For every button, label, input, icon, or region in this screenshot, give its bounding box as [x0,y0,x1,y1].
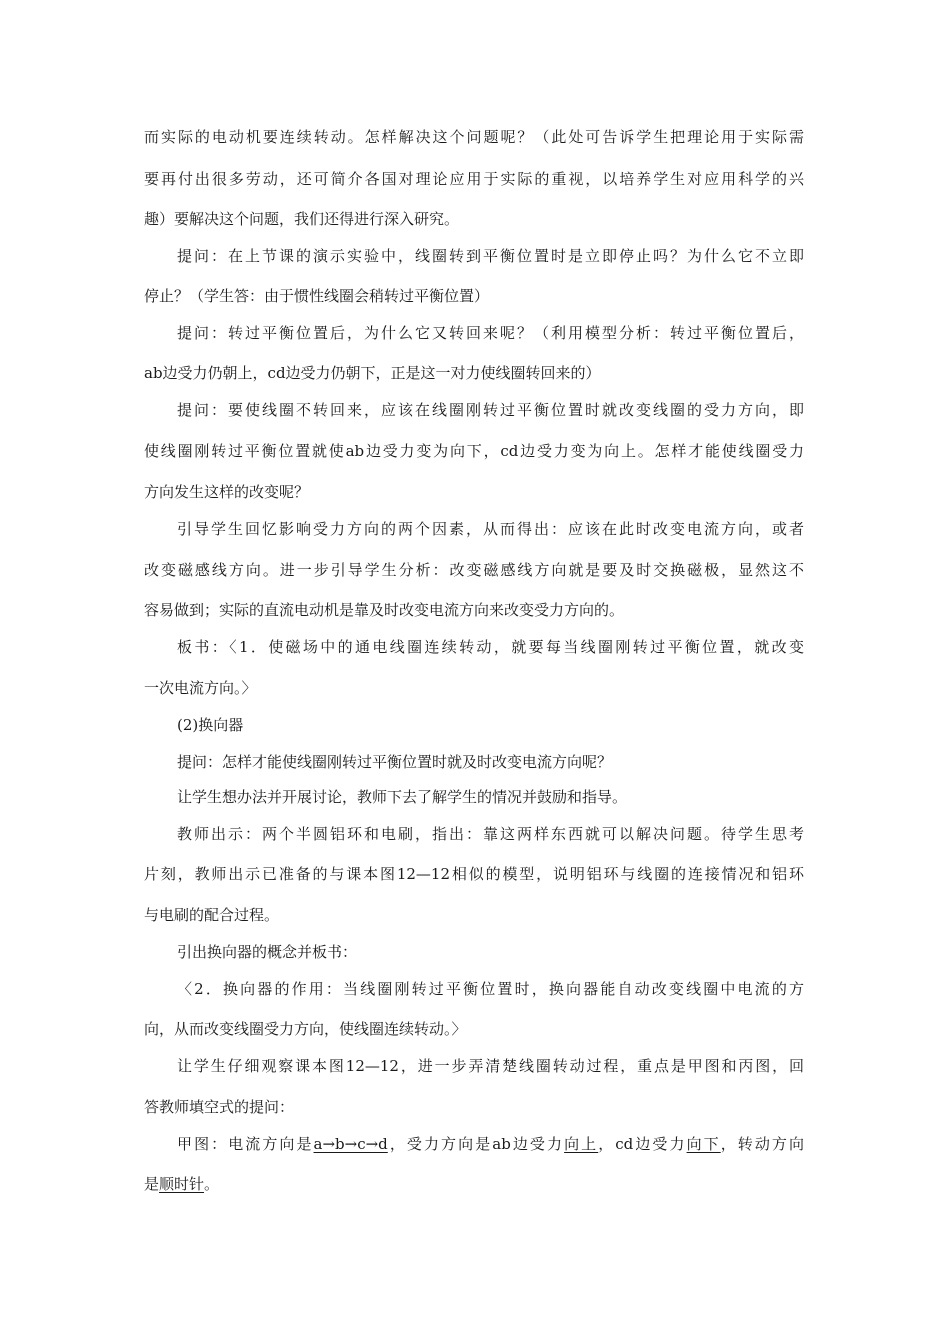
fill-answer: 向上 [564,1135,599,1153]
paragraph-line: 答教师填空式的提问： [144,1098,295,1116]
paragraph-line: 趣）要解决这个问题，我们还得进行深入研究。 [144,210,460,228]
paragraph-line: 引导学生回忆影响受力方向的两个因素，从而得出：应该在此时改变电流方向，或者 [177,520,804,538]
paragraph-line: 与电刷的配合过程。 [144,906,280,924]
board-note-line: 一次电流方向。〉 [144,679,257,697]
paragraph-line: 提问：怎样才能使线圈刚转过平衡位置时就及时改变电流方向呢？ [177,753,613,771]
section-heading: (2)换向器 [177,716,244,734]
paragraph-line: 改变磁感线方向。进一步引导学生分析：改变磁感线方向就是要及时交换磁极，显然这不 [144,561,804,579]
paragraph-line: 教师出示：两个半圆铝环和电刷，指出：靠这两样东西就可以解决问题。待学生思考 [177,825,804,843]
fill-text: ，受力方向是ab边受力 [387,1135,565,1153]
board-note-line: 向，从而改变线圈受力方向，使线圈连续转动。〉 [144,1020,467,1038]
fill-text: ，转动方向 [720,1135,804,1153]
fill-text: 。 [204,1175,220,1193]
paragraph-line: 使线圈刚转过平衡位置就使ab边受力变为向下，cd边受力变为向上。怎样才能使线圈受力 [144,442,804,460]
fill-answer: 顺时针 [159,1175,205,1193]
paragraph-line: 要再付出很多劳动，还可简介各国对理论应用于实际的重视，以培养学生对应用科学的兴 [144,170,804,188]
paragraph-line: 引出换向器的概念并板书： [177,943,358,961]
board-note-line: 板书：〈1．使磁场中的通电线圈连续转动，就要每当线圈刚转过平衡位置，就改变 [177,638,804,656]
paragraph-line: 提问：在上节课的演示实验中，线圈转到平衡位置时是立即停止吗？为什么它不立即 [177,247,804,265]
paragraph-line: 让学生仔细观察课本图12—12，进一步弄清楚线圈转动过程，重点是甲图和丙图，回 [177,1057,804,1075]
fill-in-line [177,1133,804,1155]
fill-text: 是 [144,1175,160,1193]
paragraph-line: 让学生想办法并开展讨论，教师下去了解学生的情况并鼓励和指导。 [177,788,628,806]
paragraph-line: 提问：要使线圈不转回来，应该在线圈刚转过平衡位置时就改变线圈的受力方向，即 [177,401,804,419]
paragraph-line: 容易做到；实际的直流电动机是靠及时改变电流方向来改变受力方向的。 [144,601,625,619]
fill-text: ，cd边受力 [598,1135,687,1153]
paragraph-line: 而实际的电动机要连续转动。怎样解决这个问题呢？（此处可告诉学生把理论用于实际需 [144,128,804,146]
paragraph-line: ab边受力仍朝上，cd边受力仍朝下，正是这一对力使线圈转回来的） [144,364,601,382]
fill-answer: a→b→c→d [313,1135,388,1153]
paragraph-line: 方向发生这样的改变呢？ [144,483,310,501]
paragraph-line: 片刻，教师出示已准备的与课本图12—12相似的模型，说明铝环与线圈的连接情况和铝环 [144,865,804,883]
fill-in-line [144,1173,804,1195]
paragraph-line: 停止？（学生答：由于惯性线圈会稍转过平衡位置） [144,287,490,305]
paragraph-line: 提问：转过平衡位置后，为什么它又转回来呢？（利用模型分析：转过平衡位置后， [177,324,804,342]
fill-answer: 向下 [686,1135,721,1153]
board-note-line: 〈2．换向器的作用：当线圈刚转过平衡位置时，换向器能自动改变线圈中电流的方 [177,980,804,998]
fill-text: 甲图：电流方向是 [177,1135,314,1153]
